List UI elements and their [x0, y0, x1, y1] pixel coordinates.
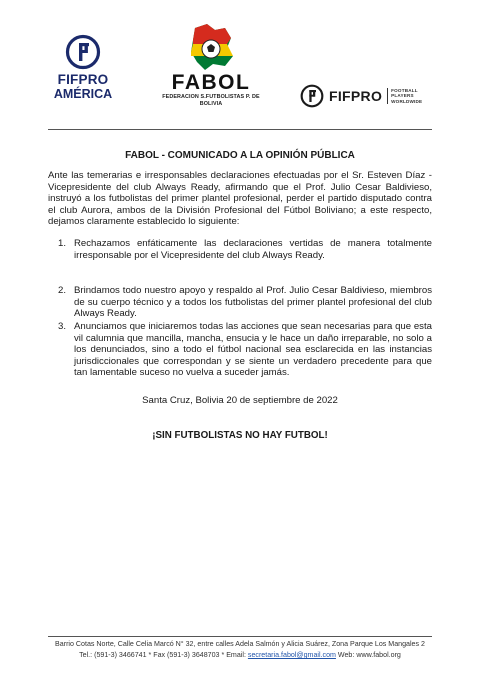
list-item-number: 1. — [57, 238, 66, 249]
fifpro-name: FIFPRO — [329, 88, 383, 104]
place-date: Santa Cruz, Bolivia 20 de septiembre de 2022 — [142, 395, 338, 406]
fifpro-tagline — [387, 88, 422, 104]
list-item — [48, 238, 432, 261]
footer-phone-fax: Tel.: (591-3) 3466741 * Fax (591-3) 3648703 * Email: — [79, 651, 246, 659]
fifpro-america-line2: AMÉRICA — [53, 87, 113, 101]
list-item-text: Brindamos todo nuestro apoyo y respaldo al Prof. Julio Cesar Baldivieso, miembros de su cuerpo técnico y a todos los futbolistas del primer plantel profesional del club Always Ready. — [74, 285, 432, 320]
closing-slogan: ¡SIN FUTBOLISTAS NO HAY FUTBOL! — [152, 430, 328, 441]
fifpro-emblem-icon — [300, 84, 324, 108]
list-item — [48, 321, 432, 379]
bolivia-map-ball-icon — [181, 22, 241, 74]
list-item-text: Anunciamos que iniciaremos todas las acciones que sean necesarias para que esta vil calumnia que mancilla, mancha, ensucia y le hace un daño irreparable, no solo a los denunciados, sino a todo el fútbol nacional sea esclarecida en las instancias jurisdiccionales que correspondan y se siente un verdadero precedente para que tan lamentable suceso no vuelva a suceder jamás. — [74, 321, 432, 379]
fabol-subtitle: FEDERACION S.FUTBOLISTAS P. DE BOLIVIA — [162, 94, 260, 107]
list-item-number: 3. — [57, 321, 66, 332]
footer-web: Web: www.fabol.org — [337, 651, 401, 659]
list-item-number: 2. — [57, 285, 66, 296]
intro-paragraph: Ante las temerarias e irresponsables declaraciones efectuadas por el Sr. Esteven Díaz - Vicepresidente del club Always Ready, afirmando que el Prof. Julio Cesar Baldivieso, instruyó a los futbolistas del primer plantel profesional, perder el partido disputado contra el club Aurora, ambos de la División Profesional del Fútbol Boliviano; a este respecto, dejamos claramente establecido lo siguiente: — [48, 170, 432, 228]
fabol-brand: FABOL — [171, 71, 251, 94]
fifpro-america-logo — [48, 34, 118, 101]
fifpro-logo — [300, 80, 422, 112]
fifpro-tag-1: FOOTBALL — [391, 87, 418, 93]
fifpro-america-emblem-icon — [65, 34, 101, 70]
list-item-text: Rechazamos enfáticamente las declaraciones vertidas de manera totalmente irresponsable por el Vicepresidente del club Always Ready. — [74, 238, 432, 261]
footer-email-link[interactable]: secretaria.fabol@gmail.com — [247, 651, 336, 659]
footer-divider — [48, 636, 432, 637]
header-divider — [48, 129, 432, 130]
fifpro-america-line1: FIFPRO — [57, 72, 109, 87]
document-title: FABOL - COMUNICADO A LA OPINIÓN PÚBLICA — [125, 150, 355, 161]
footer-contact — [40, 651, 440, 660]
fifpro-tag-3: WORLDWIDE — [391, 98, 423, 104]
footer-address: Barrio Cotas Norte, Calle Celia Marcó N° 32, entre calles Adela Salmón y Alicia Suárez, Zona Parque Los Mangales 2 — [55, 640, 425, 648]
fifpro-tag-2: PLAYERS — [391, 93, 414, 99]
fabol-logo — [156, 22, 266, 108]
list-item — [48, 285, 432, 320]
